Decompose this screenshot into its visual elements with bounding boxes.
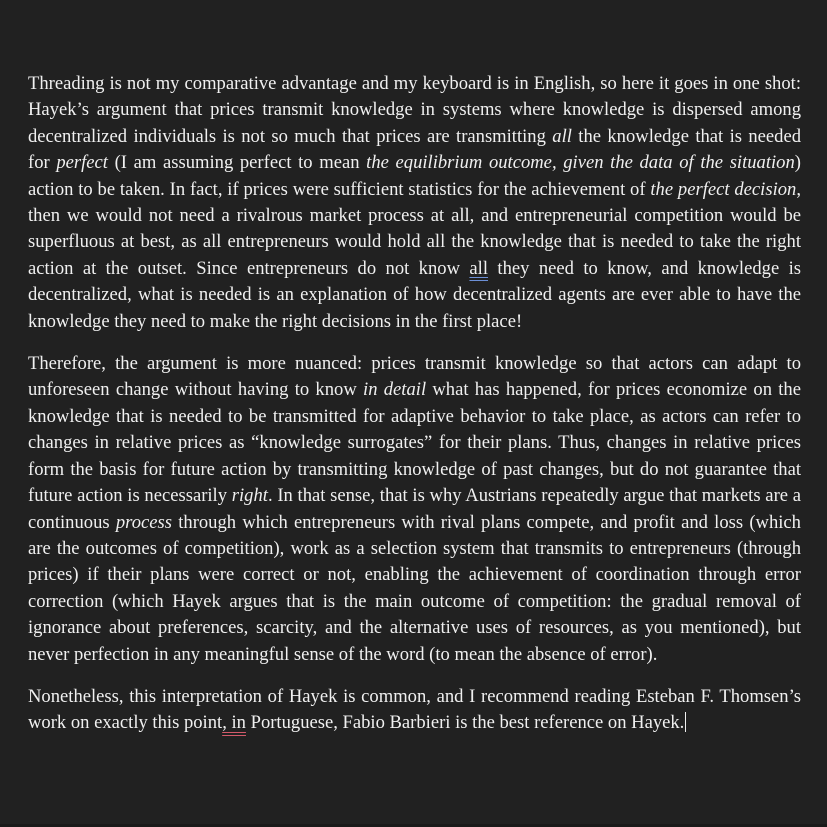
italic-text: process	[115, 511, 172, 533]
paragraph-2	[28, 351, 801, 668]
text-run: Threading is not my comparative advantage and my keyboard is in English, so here it goes in one shot: Hayek’s argument that prices transmit knowledge in systems where knowledge is dispersed among decentralized individuals is not so much that prices are transmitting	[28, 73, 801, 147]
italic-text: in detail	[363, 379, 427, 401]
text-cursor	[685, 712, 686, 732]
document-body[interactable]	[28, 71, 801, 753]
italic-text: right	[231, 485, 268, 507]
text-run: (I am assuming perfect to mean	[107, 152, 367, 174]
text-run: Portuguese, Fabio Barbieri is the best reference on Hayek.	[245, 712, 685, 734]
text-run: . In that sense, that is why Austrians repeatedly argue that markets are a continuous	[28, 485, 801, 533]
text-run: they need to know, and knowledge is decentralized, what is needed is an explanation of how decentralized agents are ever able to have the knowledge they need to make the right decisions in the first place!	[28, 257, 801, 332]
text-run: Nonetheless, this interpretation of Hayek is common, and I recommend reading Esteban F. Thomsen’s work on exactly this point	[28, 685, 801, 734]
text-run: the knowledge that is needed for	[28, 125, 802, 174]
text-run: what has happened, for prices economize on the knowledge that is needed to be transmitted for adaptive behavior to take place, as actors can refer to changes in relative prices as “knowledge surrogates” for their plans. Thus, changes in relative prices form the basis for future action by transmitting knowledge of past changes, but do not guarantee that future action is necessarily	[28, 379, 801, 507]
text-run: Therefore, the argument is more nuanced: prices transmit knowledge so that actors can adapt to unforeseen change without having to know	[28, 353, 801, 401]
paragraph-3	[28, 684, 801, 737]
grammar-flag: all	[469, 257, 489, 279]
italic-text: all	[552, 125, 572, 147]
paragraph-1	[28, 71, 801, 335]
italic-text: perfect	[56, 152, 108, 174]
text-run: through which entrepreneurs with rival plans compete, and profit and loss (which are the outcomes of competition), work as a selection system that transmits to entrepreneurs (through prices) if their plans were correct or not, enabling the achievement of coordination through error correction (which Hayek argues that is the main outcome of competition: the gradual removal of ignorance about preferences, scarcity, and the alternative uses of resources, as you mentioned), but never perfection in any meaningful sense of the word (to mean the absence of error).	[28, 511, 801, 665]
text-run: , then we would not need a rivalrous market process at all, and entrepreneurial competition would be superfluous at best, as all entrepreneurs would hold all the knowledge that is needed to take the right action at the outset. Since entrepreneurs do not know	[28, 178, 801, 279]
italic-text: the perfect decision	[650, 178, 797, 200]
text-run: ) action to be taken. In fact, if prices were sufficient statistics for the achievement of	[28, 152, 801, 200]
italic-text: the equilibrium outcome, given the data of the situation	[366, 152, 795, 174]
spelling-flag: , in	[222, 712, 246, 734]
